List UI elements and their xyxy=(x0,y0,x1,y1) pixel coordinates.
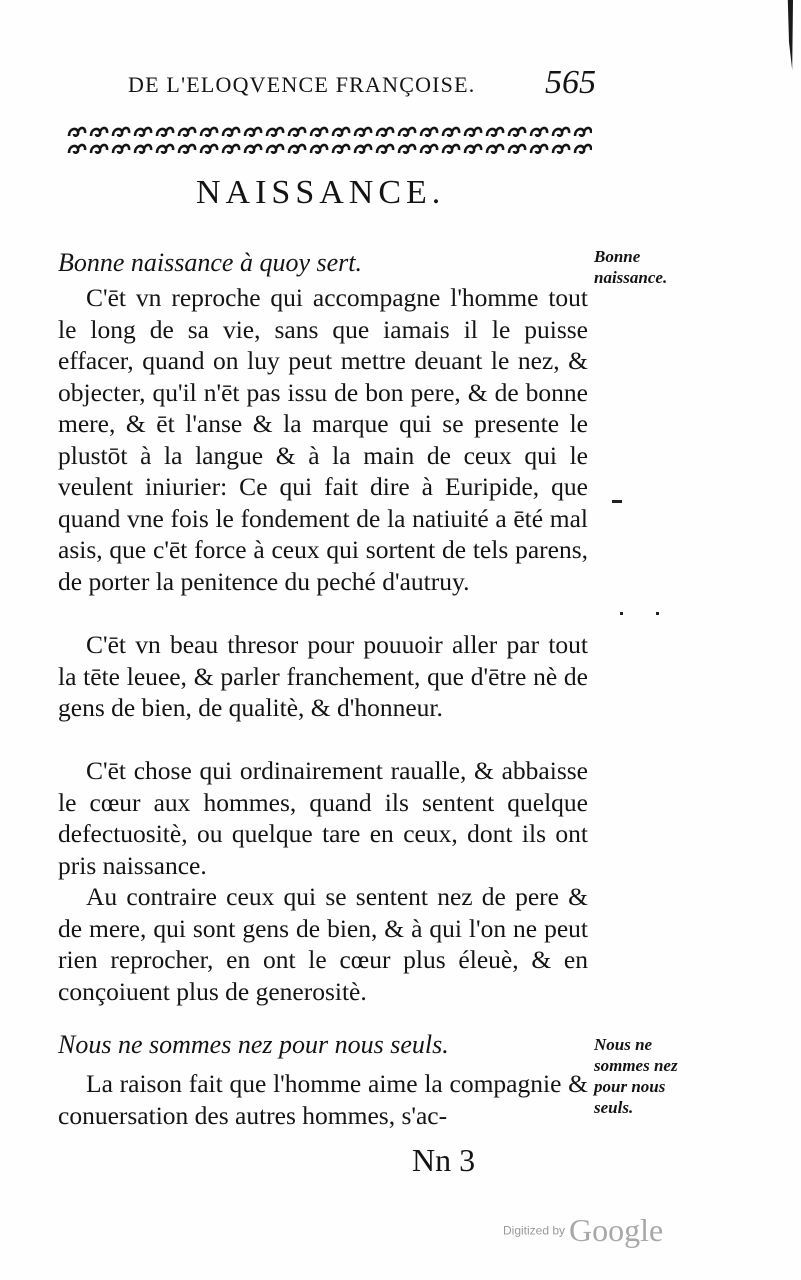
running-head: DE L'ELOQVENCE FRANÇOISE. xyxy=(128,72,476,97)
margin-note-nous-ne-sommes: Nous ne sommes nez pour nous seuls. xyxy=(594,1035,678,1117)
ornamental-band xyxy=(66,124,592,158)
digitized-watermark xyxy=(503,1212,663,1249)
ink-speck xyxy=(656,612,659,615)
signature-mark: Nn 3 xyxy=(412,1142,476,1178)
rubric-bonne-naissance: Bonne naissance à quoy sert. xyxy=(58,248,363,277)
paragraph-1: C'ēt vn reproche qui accompagne l'homme tout le long de sa vie, sans que iamais il le puisse effacer, quand on luy peut mettre deuant le nez, & objecter, qu'il n'ēt pas issu de bon pere, & de bonne mere, & ēt l'anse & la marque qui se presente le plustōt à la langue & à la main de ceux qui le veulent iniurier: Ce qui fait dire à Euripide, que quand vne fois le fondement de la natiuité a ēté mal asis, que c'ēt force à ceux qui sortent de tels parens, de porter la penitence du peché d'autruy. xyxy=(58,283,588,596)
paragraph-3: C'ēt chose qui ordinairement raualle, & abbaisse le cœur aux hommes, quand ils sentent quelque defectuositè, ou quelque tare en ceux, dont ils ont pris naissance. xyxy=(58,756,588,880)
page-number: 565 xyxy=(545,64,596,101)
paragraph-4: Au contraire ceux qui se sentent nez de pere & de mere, qui sont gens de bien, & à qui l'on ne peut rien reprocher, en ont le cœur plus éleuè, & en conçoiuent plus de generositè. xyxy=(58,882,588,1006)
paragraph-5: La raison fait que l'homme aime la compagnie & conuersation des autres hommes, s'ac- xyxy=(58,1069,588,1130)
rubric-nous-ne-sommes: Nous ne sommes nez pour nous seuls. xyxy=(58,1030,449,1059)
section-title: NAISSANCE. xyxy=(196,174,446,211)
paragraph-2: C'ēt vn beau thresor pour pouuoir aller par tout la tēte leuee, & parler franchement, que d'ētre nè de gens de bien, de qualitè, & d'honneur. xyxy=(58,630,588,722)
watermark-prefix: Digitized by xyxy=(503,1223,566,1238)
ink-speck xyxy=(612,500,622,503)
page-edge-mark xyxy=(785,0,793,70)
google-logo: Google xyxy=(569,1212,664,1248)
ink-speck xyxy=(620,612,623,615)
margin-note-bonne-naissance: Bonne naissance. xyxy=(594,247,668,287)
